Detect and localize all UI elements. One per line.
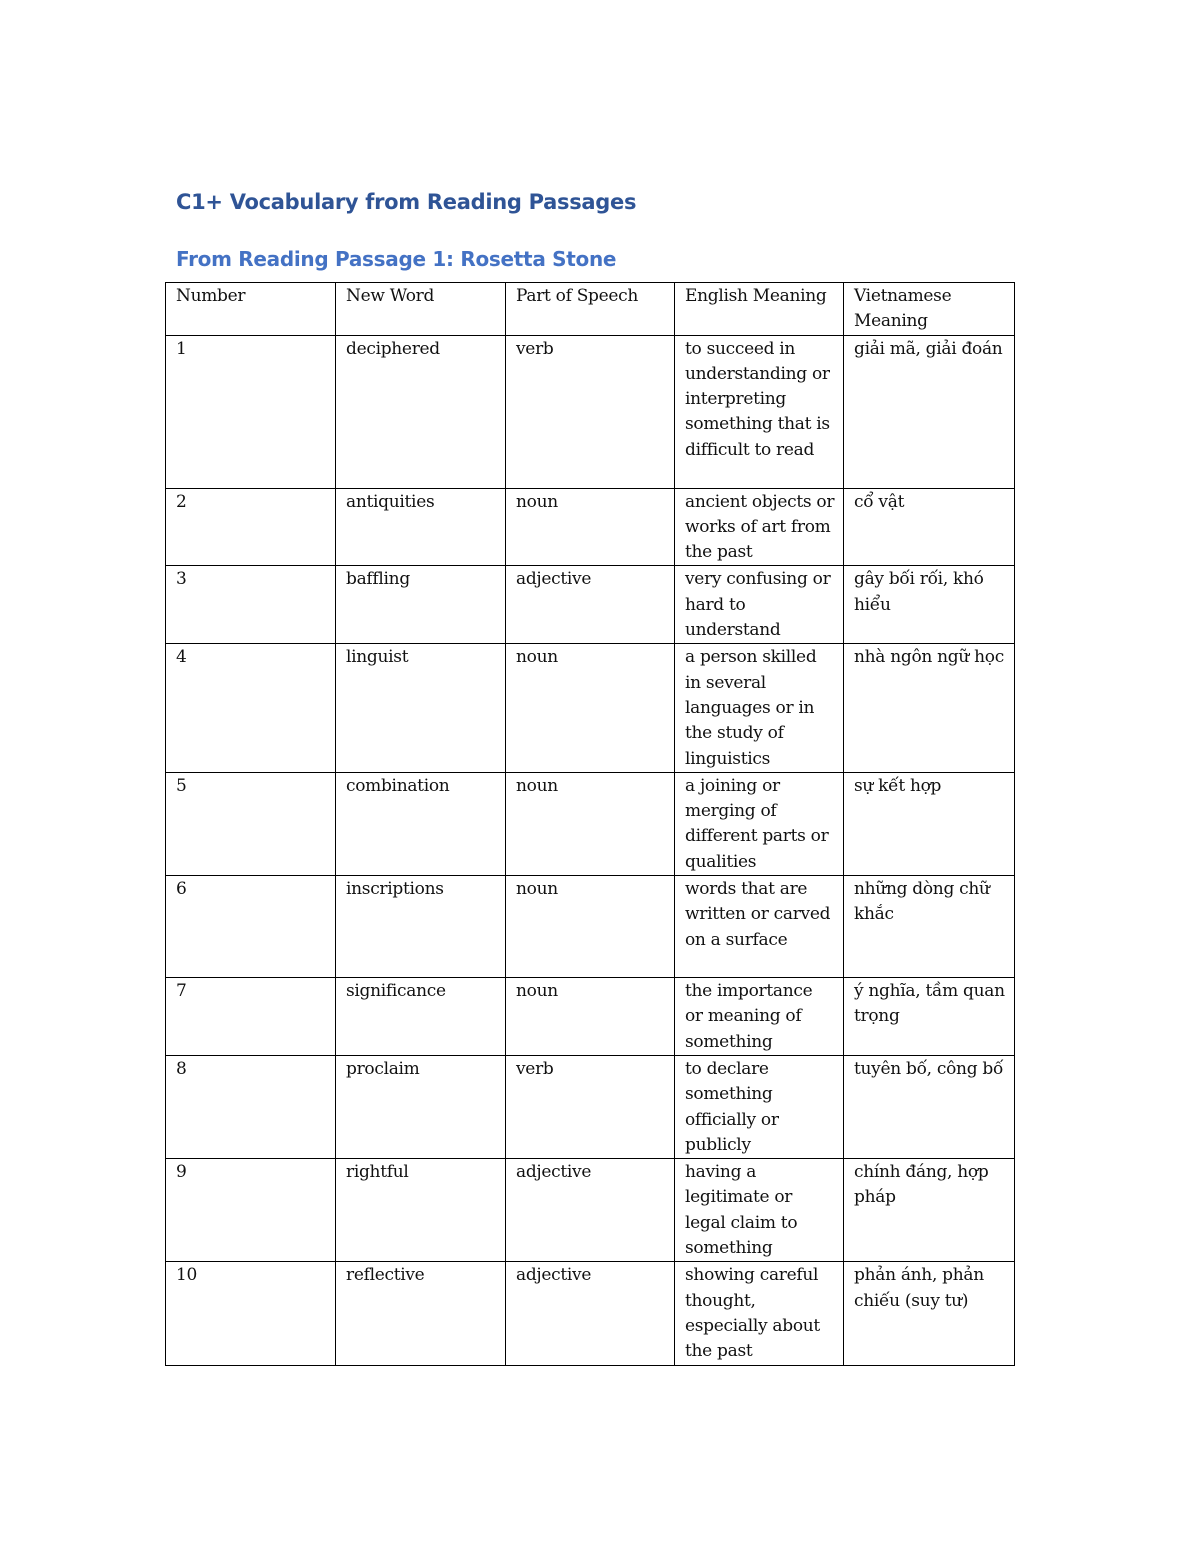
- cell-word: reflective: [336, 1262, 506, 1366]
- cell-number: 6: [166, 876, 336, 978]
- cell-part-of-speech: noun: [506, 488, 675, 566]
- cell-number: 10: [166, 1262, 336, 1366]
- cell-part-of-speech: noun: [506, 644, 675, 772]
- header-vietnamese-meaning: Vietnamese Meaning: [844, 283, 1015, 336]
- cell-vietnamese-meaning: phản ánh, phản chiếu (suy tư): [844, 1262, 1015, 1366]
- cell-number: 4: [166, 644, 336, 772]
- table-row: [166, 488, 1015, 566]
- table-row: [166, 1262, 1015, 1366]
- section-title: From Reading Passage 1: Rosetta Stone: [176, 247, 617, 271]
- cell-english-meaning: words that are written or carved on a surface: [675, 876, 844, 978]
- cell-part-of-speech: noun: [506, 772, 675, 875]
- cell-number: 7: [166, 978, 336, 1056]
- cell-english-meaning: showing careful thought, especially about the past: [675, 1262, 844, 1366]
- cell-vietnamese-meaning: chính đáng, hợp pháp: [844, 1159, 1015, 1262]
- cell-word: proclaim: [336, 1055, 506, 1158]
- cell-part-of-speech: adjective: [506, 1262, 675, 1366]
- table-row: [166, 978, 1015, 1056]
- cell-english-meaning: ancient objects or works of art from the past: [675, 488, 844, 566]
- cell-english-meaning: to succeed in understanding or interpreting something that is difficult to read: [675, 335, 844, 488]
- cell-part-of-speech: verb: [506, 335, 675, 488]
- header-new-word: New Word: [336, 283, 506, 336]
- cell-vietnamese-meaning: tuyên bố, công bố: [844, 1055, 1015, 1158]
- table-row: [166, 876, 1015, 978]
- table-row: [166, 1055, 1015, 1158]
- cell-part-of-speech: noun: [506, 978, 675, 1056]
- vocabulary-table-body: [166, 283, 1015, 1366]
- cell-vietnamese-meaning: giải mã, giải đoán: [844, 335, 1015, 488]
- cell-part-of-speech: verb: [506, 1055, 675, 1158]
- document-title: C1+ Vocabulary from Reading Passages: [176, 190, 637, 214]
- cell-word: deciphered: [336, 335, 506, 488]
- table-row: [166, 566, 1015, 644]
- cell-word: baffling: [336, 566, 506, 644]
- cell-word: significance: [336, 978, 506, 1056]
- cell-english-meaning: to declare something officially or publicly: [675, 1055, 844, 1158]
- cell-vietnamese-meaning: cổ vật: [844, 488, 1015, 566]
- cell-word: combination: [336, 772, 506, 875]
- cell-english-meaning: very confusing or hard to understand: [675, 566, 844, 644]
- cell-word: rightful: [336, 1159, 506, 1262]
- table-row: [166, 644, 1015, 772]
- vocabulary-table: [165, 282, 1015, 1366]
- table-row: [166, 1159, 1015, 1262]
- cell-number: 5: [166, 772, 336, 875]
- cell-vietnamese-meaning: ý nghĩa, tầm quan trọng: [844, 978, 1015, 1056]
- cell-part-of-speech: adjective: [506, 1159, 675, 1262]
- table-row: [166, 335, 1015, 488]
- cell-number: 2: [166, 488, 336, 566]
- cell-number: 1: [166, 335, 336, 488]
- cell-word: linguist: [336, 644, 506, 772]
- cell-english-meaning: having a legitimate or legal claim to something: [675, 1159, 844, 1262]
- cell-vietnamese-meaning: gây bối rối, khó hiểu: [844, 566, 1015, 644]
- table-row: [166, 772, 1015, 875]
- cell-number: 8: [166, 1055, 336, 1158]
- cell-number: 3: [166, 566, 336, 644]
- cell-part-of-speech: adjective: [506, 566, 675, 644]
- header-number: Number: [166, 283, 336, 336]
- cell-english-meaning: a joining or merging of different parts or qualities: [675, 772, 844, 875]
- header-part-of-speech: Part of Speech: [506, 283, 675, 336]
- header-english-meaning: English Meaning: [675, 283, 844, 336]
- cell-word: antiquities: [336, 488, 506, 566]
- cell-vietnamese-meaning: những dòng chữ khắc: [844, 876, 1015, 978]
- cell-vietnamese-meaning: nhà ngôn ngữ học: [844, 644, 1015, 772]
- cell-vietnamese-meaning: sự kết hợp: [844, 772, 1015, 875]
- cell-word: inscriptions: [336, 876, 506, 978]
- cell-english-meaning: a person skilled in several languages or in the study of linguistics: [675, 644, 844, 772]
- cell-number: 9: [166, 1159, 336, 1262]
- table-header-row: [166, 283, 1015, 336]
- cell-part-of-speech: noun: [506, 876, 675, 978]
- cell-english-meaning: the importance or meaning of something: [675, 978, 844, 1056]
